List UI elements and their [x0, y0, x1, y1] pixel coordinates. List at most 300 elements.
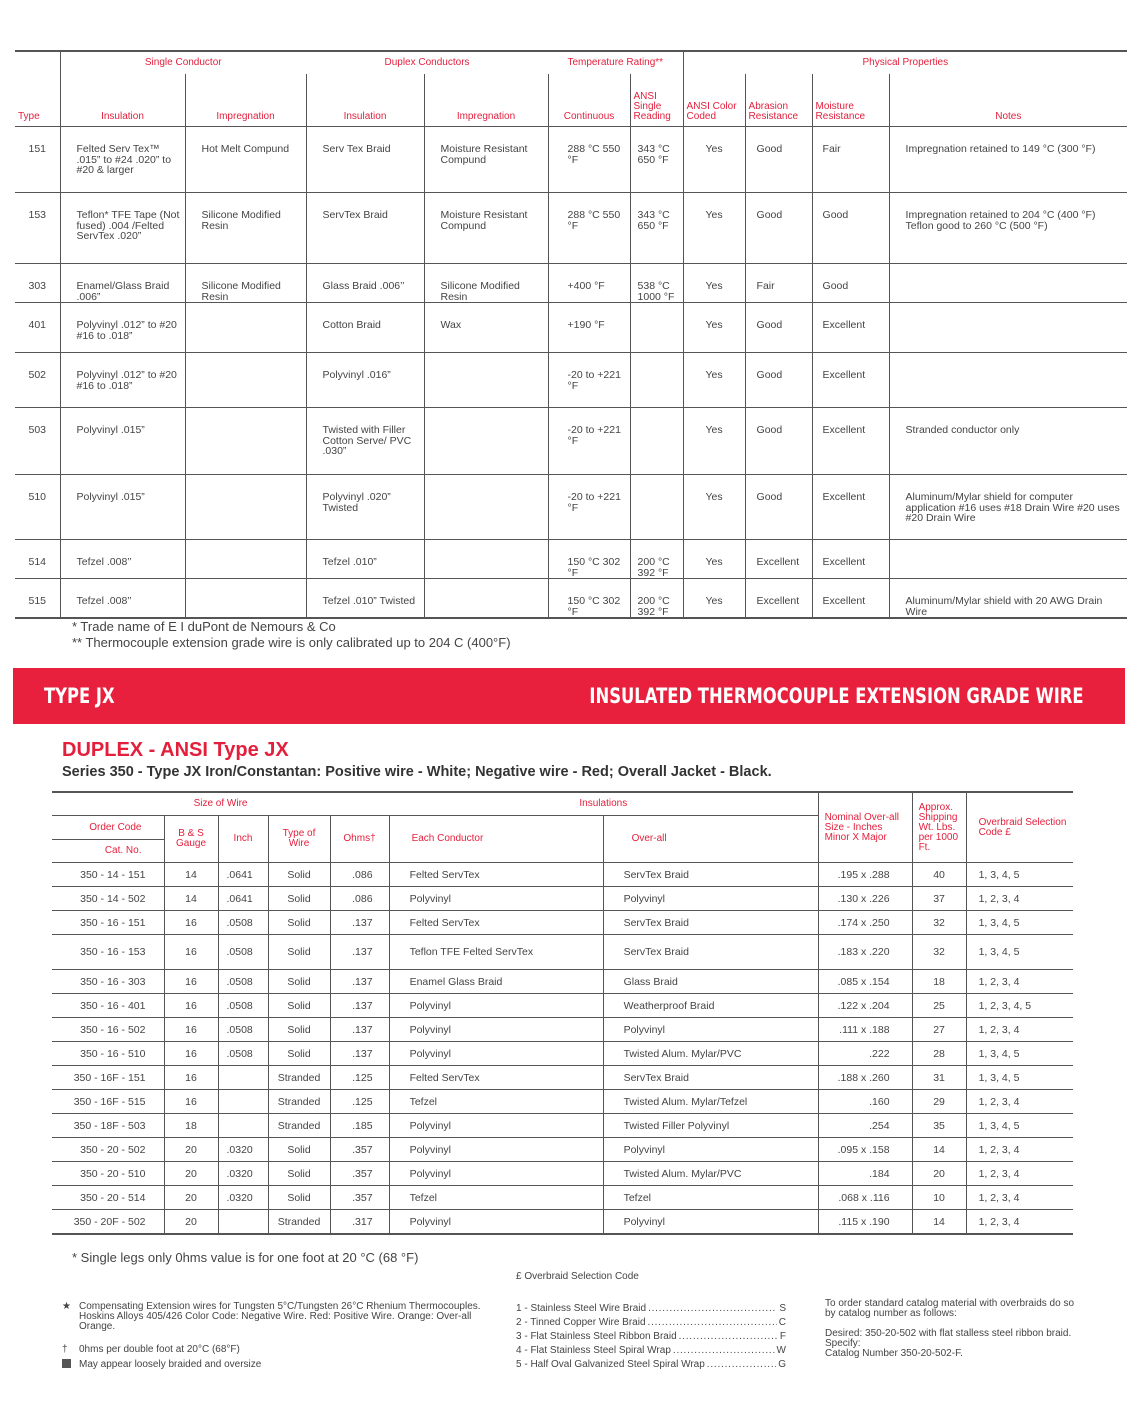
nominal-size-cell: .222: [818, 1042, 912, 1066]
overbraid-code-cell: 1, 3, 4, 5: [966, 935, 1073, 970]
wire-type-cell: Solid: [268, 887, 330, 911]
row-ansi-single-cell: [630, 353, 683, 408]
impregnation-column-header: Impregnation: [185, 74, 306, 127]
inch-cell: .0641: [218, 887, 268, 911]
row-type-cell: 303: [28, 280, 47, 292]
nominal-size-cell: .184: [818, 1162, 912, 1186]
nominal-size-cell: .085 x .154: [818, 970, 912, 994]
legend-item-label: 5 - Half Oval Galvanized Steel Spiral Wrap: [516, 1359, 705, 1370]
row-notes-cell: [889, 353, 1127, 408]
ohms-cell: .137: [330, 970, 389, 994]
over-all-cell: Weatherproof Braid: [603, 994, 818, 1018]
over-all-cell: Twisted Alum. Mylar/PVC: [603, 1162, 818, 1186]
note-square-text: May appear loosely braided and oversize: [79, 1359, 262, 1370]
footnote-trade-name: * Trade name of E I duPont de Nemours & Co: [72, 619, 336, 634]
row-type-cell: 151: [28, 143, 47, 155]
row-abrasion-cell: Good: [745, 475, 812, 540]
cat-no-cell: 350 - 16F - 515: [73, 1095, 146, 1108]
row-notes-cell: [889, 540, 1127, 579]
legend-item-label: 4 - Flat Stainless Steel Spiral Wrap: [516, 1345, 671, 1356]
shipping-weight-cell: 18: [912, 970, 966, 994]
each-conductor-header: Each Conductor: [389, 816, 603, 863]
row-impregnation-cell: [185, 408, 306, 475]
row-insulation-cell: Tefzel .008’’: [60, 579, 185, 619]
footnote-calibration: ** Thermocouple extension grade wire is only calibrated up to 204 C (400°F): [72, 635, 511, 650]
each-conductor-cell: Felted ServTex: [389, 911, 603, 935]
overbraid-code-cell: 1, 2, 3, 4: [966, 1210, 1073, 1235]
gauge-cell: 16: [164, 935, 218, 970]
ohms-cell: .317: [330, 1210, 389, 1235]
wire-type-cell: Stranded: [268, 1066, 330, 1090]
gauge-cell: 16: [164, 1018, 218, 1042]
wire-type-cell: Stranded: [268, 1114, 330, 1138]
row-notes-cell: Impregnation retained to 149 °C (300 °F): [889, 127, 1127, 193]
row-ansi-single-cell: 200 °C 392 °F: [630, 540, 683, 579]
moisture-column-header: Moisture Resistance: [812, 74, 889, 127]
overbraid-code-header: Overbraid Selection Code £: [966, 792, 1073, 863]
duplex-conductors-header: Duplex Conductors: [384, 57, 470, 68]
nominal-size-cell: .174 x .250: [818, 911, 912, 935]
row-duplex-impregnation-cell: [424, 579, 548, 619]
order-note-catalog: Catalog Number 350-20-502-F.: [825, 1348, 963, 1359]
order-code-header: Order Code: [52, 816, 164, 840]
table-row: [15, 408, 1127, 475]
row-insulation-cell: Polyvinyl .015”: [60, 475, 185, 540]
inch-cell: .0508: [218, 911, 268, 935]
over-all-cell: Twisted Filler Polyvinyl: [603, 1114, 818, 1138]
table-row: [52, 994, 1073, 1018]
shipping-weight-cell: 37: [912, 887, 966, 911]
gauge-cell: 18: [164, 1114, 218, 1138]
gauge-cell: 16: [164, 970, 218, 994]
single-conductor-header: Single Conductor: [60, 51, 306, 74]
table-row: [52, 887, 1073, 911]
gauge-cell: 16: [164, 1090, 218, 1114]
overbraid-code-cell: 1, 2, 3, 4: [966, 1138, 1073, 1162]
row-impregnation-cell: [185, 353, 306, 408]
wire-type-cell: Stranded: [268, 1210, 330, 1235]
inch-cell: [218, 1210, 268, 1235]
legend-item: [516, 1316, 786, 1330]
row-color-coded-cell: Yes: [683, 264, 745, 303]
note-star: [62, 1302, 482, 1332]
row-notes-cell: Aluminum/Mylar shield for computer application #16 uses #18 Drain Wire #20 uses #20 Drain Wire: [889, 475, 1127, 540]
row-continuous-cell: 288 °C 550 °F: [548, 193, 630, 264]
each-conductor-cell: Polyvinyl: [389, 1018, 603, 1042]
ohms-cell: .137: [330, 911, 389, 935]
legend-item-code: S: [779, 1303, 786, 1314]
ohms-cell: .357: [330, 1138, 389, 1162]
row-moisture-cell: Excellent: [812, 408, 889, 475]
row-abrasion-cell: Good: [745, 193, 812, 264]
row-moisture-cell: Fair: [812, 127, 889, 193]
row-abrasion-cell: Excellent: [745, 579, 812, 619]
legend-leader-dots: [648, 1316, 777, 1330]
nominal-size-cell: .122 x .204: [818, 994, 912, 1018]
insulation-column-header: Insulation: [60, 74, 185, 127]
legend-item-code: W: [776, 1345, 786, 1356]
gauge-cell: 20: [164, 1210, 218, 1235]
table-row: [52, 935, 1073, 970]
over-all-cell: Glass Braid: [603, 970, 818, 994]
shipping-weight-cell: 40: [912, 863, 966, 887]
wire-type-cell: Solid: [268, 1138, 330, 1162]
order-note-desired: Desired: 350-20-502 with flat stalless steel ribbon braid. Specify:: [825, 1328, 1072, 1349]
table-row: [52, 1042, 1073, 1066]
row-color-coded-cell: Yes: [683, 475, 745, 540]
wire-type-cell: Solid: [268, 994, 330, 1018]
row-ansi-single-cell: 343 °C 650 °F: [630, 127, 683, 193]
table-row: [15, 579, 1127, 619]
table-row: [52, 863, 1073, 887]
row-duplex-insulation-cell: Polyvinyl .016”: [306, 353, 424, 408]
row-impregnation-cell: Silicone Modified Resin: [185, 264, 306, 303]
shipping-weight-header: Approx. Shipping Wt. Lbs. per 1000 Ft.: [912, 792, 966, 863]
row-insulation-cell: Enamel/Glass Braid .006”: [60, 264, 185, 303]
square-icon: [62, 1359, 71, 1368]
legend-leader-dots: [673, 1344, 775, 1358]
legend-item: [516, 1358, 786, 1372]
row-ansi-single-cell: 200 °C 392 °F: [630, 579, 683, 619]
order-note: [825, 1299, 1085, 1359]
row-duplex-impregnation-cell: [424, 408, 548, 475]
row-notes-cell: Aluminum/Mylar shield with 20 AWG Drain Wire: [889, 579, 1127, 619]
note-square: [62, 1359, 482, 1370]
nominal-size-cell: .160: [818, 1090, 912, 1114]
row-type-cell: 401: [28, 319, 47, 331]
row-notes-cell: [889, 303, 1127, 353]
cat-no-cell: 350 - 20F - 502: [73, 1215, 146, 1228]
row-moisture-cell: Excellent: [812, 353, 889, 408]
overbraid-code-cell: 1, 3, 4, 5: [966, 1042, 1073, 1066]
table-row: [52, 911, 1073, 935]
table-row: [15, 264, 1127, 303]
row-moisture-cell: Good: [812, 193, 889, 264]
gauge-cell: 16: [164, 1042, 218, 1066]
ohms-cell: .357: [330, 1186, 389, 1210]
table-row: [15, 540, 1127, 579]
each-conductor-cell: Enamel Glass Braid: [389, 970, 603, 994]
type-of-wire-header: Type of Wire: [268, 816, 330, 863]
legend-item-label: 3 - Flat Stainless Steel Ribbon Braid: [516, 1331, 677, 1342]
cat-no-cell: 350 - 20 - 510: [80, 1167, 146, 1180]
order-note-intro: To order standard catalog material with overbraids do so by catalog number as follows:: [825, 1298, 1075, 1319]
overbraid-code-cell: 1, 2, 3, 4: [966, 970, 1073, 994]
overbraid-code-cell: 1, 2, 3, 4: [966, 887, 1073, 911]
row-impregnation-cell: Silicone Modified Resin: [185, 193, 306, 264]
inch-cell: [218, 1090, 268, 1114]
over-all-cell: Polyvinyl: [603, 1018, 818, 1042]
table-row: [15, 303, 1127, 353]
ohms-cell: .137: [330, 935, 389, 970]
note-dagger-text: 0hms per double foot at 20°C (68°F): [79, 1344, 240, 1355]
overbraid-code-cell: 1, 3, 4, 5: [966, 863, 1073, 887]
table-row: [52, 1186, 1073, 1210]
row-notes-cell: Stranded conductor only: [889, 408, 1127, 475]
table-row: [52, 1066, 1073, 1090]
each-conductor-cell: Tefzel: [389, 1186, 603, 1210]
row-moisture-cell: Excellent: [812, 303, 889, 353]
nominal-size-cell: .195 x .288: [818, 863, 912, 887]
ansi-single-column-header: ANSI Single Reading: [630, 74, 683, 127]
row-duplex-impregnation-cell: [424, 540, 548, 579]
inch-cell: .0320: [218, 1186, 268, 1210]
gauge-cell: 14: [164, 863, 218, 887]
row-continuous-cell: 288 °C 550 °F: [548, 127, 630, 193]
each-conductor-cell: Polyvinyl: [389, 1138, 603, 1162]
ohms-cell: .125: [330, 1090, 389, 1114]
shipping-weight-cell: 20: [912, 1162, 966, 1186]
row-continuous-cell: +400 °F: [548, 264, 630, 303]
row-continuous-cell: 150 °C 302 °F: [548, 540, 630, 579]
cat-no-cell: 350 - 18F - 503: [73, 1119, 146, 1132]
insulations-header: Insulations: [579, 798, 628, 809]
gauge-cell: 20: [164, 1138, 218, 1162]
shipping-weight-cell: 14: [912, 1138, 966, 1162]
cat-no-cell: 350 - 14 - 502: [80, 892, 146, 905]
inch-cell: .0641: [218, 863, 268, 887]
gauge-cell: 16: [164, 911, 218, 935]
row-abrasion-cell: Fair: [745, 264, 812, 303]
overbraid-code-cell: 1, 2, 3, 4: [966, 1018, 1073, 1042]
row-duplex-insulation-cell: Polyvinyl .020” Twisted: [306, 475, 424, 540]
inch-cell: .0320: [218, 1162, 268, 1186]
cat-no-header: Cat. No.: [104, 845, 142, 856]
row-continuous-cell: -20 to +221 °F: [548, 353, 630, 408]
shipping-weight-cell: 10: [912, 1186, 966, 1210]
row-duplex-impregnation-cell: Silicone Modified Resin: [424, 264, 548, 303]
row-type-cell: 515: [28, 595, 47, 607]
overbraid-code-cell: 1, 3, 4, 5: [966, 1066, 1073, 1090]
each-conductor-cell: Polyvinyl: [389, 1162, 603, 1186]
table-row: [15, 353, 1127, 408]
note-star-text: Compensating Extension wires for Tungsten 5°C/Tungsten 26°C Rhenium Thermocouples. Hoskins Alloys 405/426 Color Code: Negative Wire. Red: Positive Wire. Orange: Over-all Orange.: [79, 1301, 481, 1332]
row-duplex-impregnation-cell: [424, 353, 548, 408]
row-color-coded-cell: Yes: [683, 303, 745, 353]
wire-type-cell: Solid: [268, 1042, 330, 1066]
table-row: [15, 475, 1127, 540]
each-conductor-cell: Felted ServTex: [389, 863, 603, 887]
overbraid-code-cell: 1, 2, 3, 4: [966, 1090, 1073, 1114]
overbraid-code-cell: 1, 2, 3, 4, 5: [966, 994, 1073, 1018]
row-abrasion-cell: Good: [745, 353, 812, 408]
notes-column-header: Notes: [889, 74, 1127, 127]
abrasion-column-header: Abrasion Resistance: [745, 74, 812, 127]
type-column-header: Type: [18, 111, 40, 122]
nominal-size-cell: .068 x .116: [818, 1186, 912, 1210]
ohms-cell: .185: [330, 1114, 389, 1138]
nominal-size-cell: .111 x .188: [818, 1018, 912, 1042]
wire-type-cell: Solid: [268, 1018, 330, 1042]
over-all-cell: Tefzel: [603, 1186, 818, 1210]
cat-no-cell: 350 - 14 - 151: [80, 868, 146, 881]
wire-type-cell: Solid: [268, 1162, 330, 1186]
row-impregnation-cell: [185, 579, 306, 619]
row-ansi-single-cell: [630, 408, 683, 475]
legend-item: [516, 1302, 786, 1316]
wire-type-cell: Solid: [268, 970, 330, 994]
row-duplex-impregnation-cell: Moisture Resistant Compund: [424, 193, 548, 264]
row-duplex-impregnation-cell: Moisture Resistant Compund: [424, 127, 548, 193]
row-color-coded-cell: Yes: [683, 193, 745, 264]
row-insulation-cell: Felted Serv Tex™ .015” to #24 .020” to #20 & larger: [60, 127, 185, 193]
row-continuous-cell: -20 to +221 °F: [548, 475, 630, 540]
table-row: [15, 127, 1127, 193]
row-color-coded-cell: Yes: [683, 353, 745, 408]
row-abrasion-cell: Good: [745, 408, 812, 475]
insulation-properties-table: [15, 50, 1127, 619]
legend-item: [516, 1344, 786, 1358]
cat-no-cell: 350 - 16 - 303: [80, 975, 146, 988]
each-conductor-cell: Felted ServTex: [389, 1066, 603, 1090]
wire-type-cell: Solid: [268, 911, 330, 935]
gauge-cell: 20: [164, 1186, 218, 1210]
row-duplex-impregnation-cell: [424, 475, 548, 540]
inch-cell: .0508: [218, 1042, 268, 1066]
wire-type-cell: Solid: [268, 1186, 330, 1210]
each-conductor-cell: Teflon TFE Felted ServTex: [389, 935, 603, 970]
row-abrasion-cell: Good: [745, 127, 812, 193]
row-ansi-single-cell: 538 °C 1000 °F: [630, 264, 683, 303]
ohms-cell: .137: [330, 1042, 389, 1066]
wire-type-cell: Stranded: [268, 1090, 330, 1114]
row-abrasion-cell: Excellent: [745, 540, 812, 579]
ohms-cell: .086: [330, 887, 389, 911]
ohms-header: Ohms†: [330, 816, 389, 863]
row-impregnation-cell: [185, 303, 306, 353]
table-row: [52, 1162, 1073, 1186]
legend-item-label: 1 - Stainless Steel Wire Braid: [516, 1303, 647, 1314]
gauge-cell: 14: [164, 887, 218, 911]
note-dagger: [62, 1345, 482, 1355]
shipping-weight-cell: 25: [912, 994, 966, 1018]
cat-no-cell: 350 - 16F - 151: [73, 1071, 146, 1084]
row-continuous-cell: +190 °F: [548, 303, 630, 353]
gauge-cell: 16: [164, 1066, 218, 1090]
over-all-cell: ServTex Braid: [603, 935, 818, 970]
each-conductor-cell: Polyvinyl: [389, 994, 603, 1018]
inch-cell: .0508: [218, 1018, 268, 1042]
bs-gauge-header: B & S Gauge: [164, 816, 218, 863]
inch-header: Inch: [218, 816, 268, 863]
inch-cell: .0508: [218, 970, 268, 994]
shipping-weight-cell: 28: [912, 1042, 966, 1066]
row-duplex-insulation-cell: Tefzel .010” Twisted: [306, 579, 424, 619]
each-conductor-cell: Polyvinyl: [389, 1210, 603, 1235]
ohms-cell: .086: [330, 863, 389, 887]
inch-cell: [218, 1114, 268, 1138]
each-conductor-cell: Tefzel: [389, 1090, 603, 1114]
table-row: [52, 970, 1073, 994]
row-type-cell: 510: [28, 491, 47, 503]
banner-type-label: TYPE JX: [44, 684, 115, 708]
cat-no-cell: 350 - 16 - 510: [80, 1047, 146, 1060]
row-notes-cell: [889, 264, 1127, 303]
row-insulation-cell: Polyvinyl .015”: [60, 408, 185, 475]
corner-cell: [15, 51, 60, 74]
nominal-size-cell: .115 x .190: [818, 1210, 912, 1235]
inch-cell: [218, 1066, 268, 1090]
shipping-weight-cell: 27: [912, 1018, 966, 1042]
row-duplex-insulation-cell: Glass Braid .006’’: [306, 264, 424, 303]
row-impregnation-cell: Hot Melt Compund: [185, 127, 306, 193]
over-all-cell: Twisted Alum. Mylar/Tefzel: [603, 1090, 818, 1114]
cat-no-cell: 350 - 20 - 514: [80, 1191, 146, 1204]
row-ansi-single-cell: [630, 475, 683, 540]
row-insulation-cell: Polyvinyl .012” to #20 #16 to .018”: [60, 303, 185, 353]
row-color-coded-cell: Yes: [683, 408, 745, 475]
row-type-cell: 502: [28, 369, 47, 381]
star-icon: ★: [62, 1301, 71, 1312]
section-title: DUPLEX - ANSI Type JX: [62, 739, 289, 761]
row-color-coded-cell: Yes: [683, 540, 745, 579]
row-continuous-cell: -20 to +221 °F: [548, 408, 630, 475]
row-ansi-single-cell: 343 °C 650 °F: [630, 193, 683, 264]
table-row: [52, 1090, 1073, 1114]
over-all-cell: ServTex Braid: [603, 1066, 818, 1090]
row-insulation-cell: Teflon* TFE Tape (Not fused) .004 /Felted ServTex .020”: [60, 193, 185, 264]
row-insulation-cell: Polyvinyl .012” to #20 #16 to .018”: [60, 353, 185, 408]
dagger-icon: †: [62, 1344, 68, 1355]
row-duplex-impregnation-cell: Wax: [424, 303, 548, 353]
legend-item-code: F: [779, 1331, 786, 1342]
inch-cell: .0508: [218, 935, 268, 970]
over-all-cell: Polyvinyl: [603, 1138, 818, 1162]
overbraid-code-cell: 1, 2, 3, 4: [966, 1162, 1073, 1186]
row-insulation-cell: Tefzel .008’’: [60, 540, 185, 579]
row-type-cell: 503: [28, 424, 47, 436]
overbraid-legend: [516, 1302, 786, 1372]
wire-type-cell: Solid: [268, 863, 330, 887]
ohms-cell: .137: [330, 994, 389, 1018]
over-all-cell: Polyvinyl: [603, 887, 818, 911]
row-color-coded-cell: Yes: [683, 127, 745, 193]
legend-item: [516, 1330, 786, 1344]
gauge-cell: 20: [164, 1162, 218, 1186]
banner-title: INSULATED THERMOCOUPLE EXTENSION GRADE WIRE: [589, 684, 1084, 708]
shipping-weight-cell: 31: [912, 1066, 966, 1090]
table-row: [52, 1210, 1073, 1235]
duplex-insulation-column-header: Insulation: [306, 74, 424, 127]
shipping-weight-cell: 29: [912, 1090, 966, 1114]
ansi-color-column-header: ANSI Color Coded: [683, 74, 745, 127]
each-conductor-cell: Polyvinyl: [389, 1042, 603, 1066]
cat-no-cell: 350 - 16 - 502: [80, 1023, 146, 1036]
cat-no-cell: 350 - 16 - 401: [80, 999, 146, 1012]
nominal-size-header: Nominal Over-all Size - Inches Minor X Major: [818, 792, 912, 863]
legend-leader-dots: [648, 1302, 777, 1316]
table-row: [15, 193, 1127, 264]
cat-no-cell: 350 - 16 - 151: [80, 916, 146, 929]
row-moisture-cell: Excellent: [812, 540, 889, 579]
overbraid-code-cell: 1, 2, 3, 4: [966, 1186, 1073, 1210]
over-all-cell: ServTex Braid: [603, 863, 818, 887]
table-row: [52, 1114, 1073, 1138]
ohms-cell: .137: [330, 1018, 389, 1042]
cat-no-cell: 350 - 20 - 502: [80, 1143, 146, 1156]
legend-item-code: C: [778, 1317, 786, 1328]
wire-type-cell: Solid: [268, 935, 330, 970]
nominal-size-cell: .254: [818, 1114, 912, 1138]
over-all-cell: ServTex Braid: [603, 911, 818, 935]
row-duplex-insulation-cell: Cotton Braid: [306, 303, 424, 353]
legend-item-label: 2 - Tinned Copper Wire Braid: [516, 1317, 646, 1328]
shipping-weight-cell: 35: [912, 1114, 966, 1138]
shipping-weight-cell: 14: [912, 1210, 966, 1235]
nominal-size-cell: .130 x .226: [818, 887, 912, 911]
gauge-cell: 16: [164, 994, 218, 1018]
inch-cell: .0320: [218, 1138, 268, 1162]
